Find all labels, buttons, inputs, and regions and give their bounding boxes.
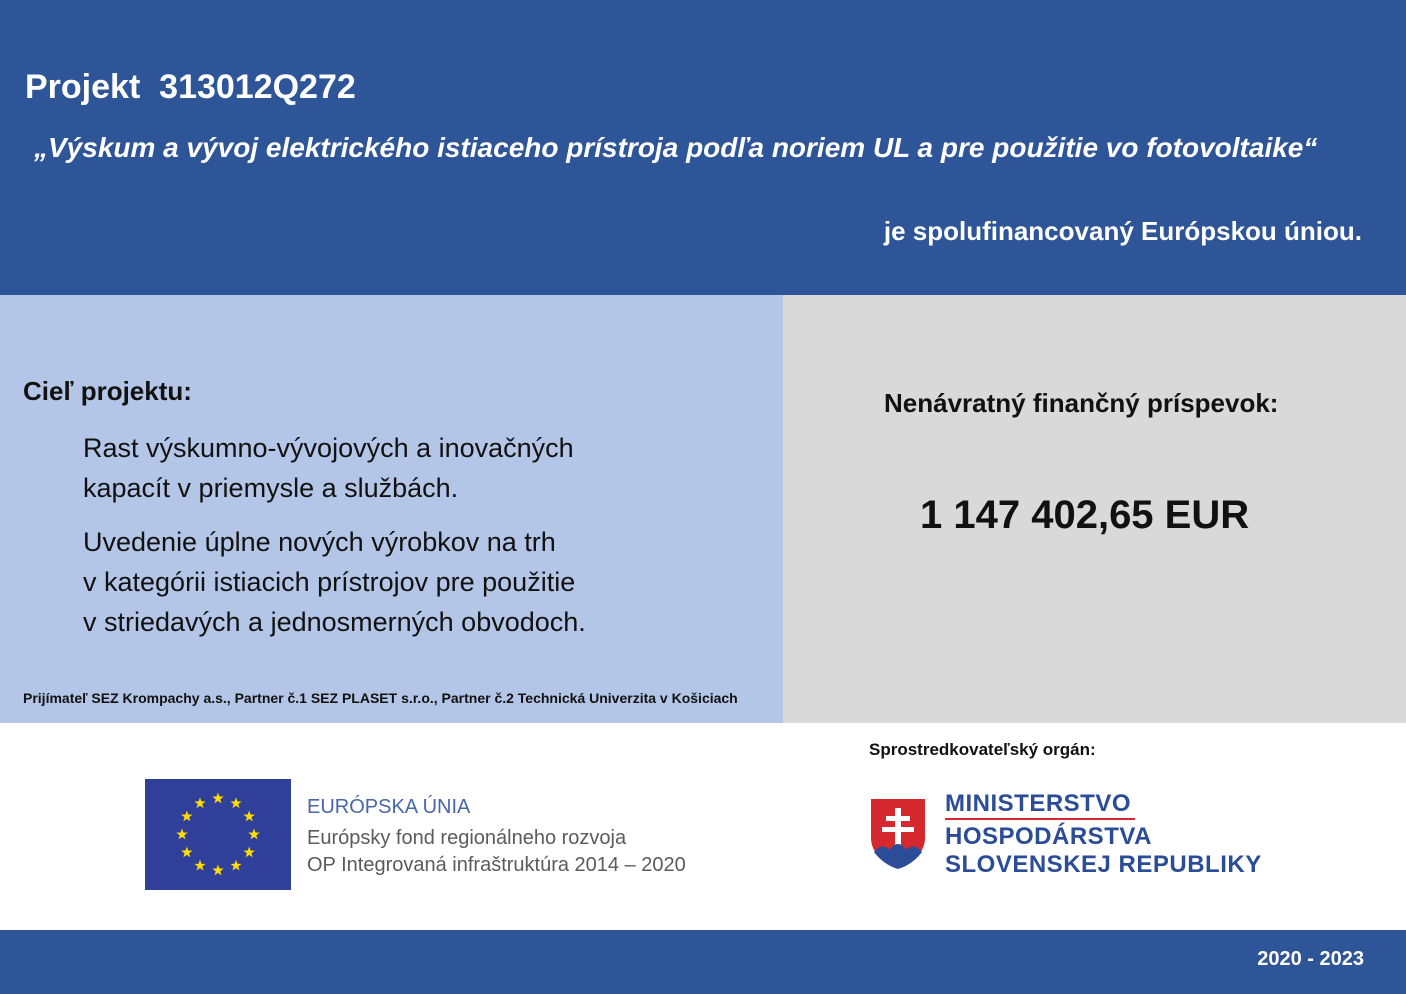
- project-period: 2020 - 2023: [1257, 948, 1364, 970]
- eu-star-icon: [230, 860, 241, 871]
- eu-star-icon: [248, 829, 259, 840]
- eu-programme-name: OP Integrovaná infraštruktúra 2014 – 2020: [307, 854, 686, 876]
- eu-star-icon: [243, 811, 254, 822]
- footer-bar: [0, 930, 1406, 994]
- goal-heading: Cieľ projektu:: [23, 376, 192, 406]
- cofinancing-statement: je spolufinancovaný Európskou úniou.: [883, 216, 1362, 246]
- grant-panel: [783, 295, 1406, 723]
- grant-label: Nenávratný finančný príspevok:: [884, 388, 1279, 418]
- eu-star-icon: [230, 797, 241, 808]
- goal-line: v striedavých a jednosmerných obvodoch.: [83, 607, 586, 637]
- eu-fund-name: Európsky fond regionálneho rozvoja: [307, 827, 627, 849]
- project-goal-panel: [0, 295, 783, 723]
- eu-star-icon: [194, 797, 205, 808]
- eu-star-icon: [181, 847, 192, 858]
- ministry-line: MINISTERSTVO: [945, 790, 1132, 817]
- goal-item: [83, 522, 586, 642]
- eu-star-icon: [212, 865, 223, 876]
- header-banner: [0, 0, 1406, 295]
- slovak-coat-of-arms-icon: [868, 796, 928, 870]
- grant-amount: 1 147 402,65 EUR: [920, 493, 1250, 537]
- ministry-divider: [945, 818, 1135, 820]
- recipients-line: Prijímateľ SEZ Krompachy a.s., Partner č.1 SEZ PLASET s.r.o., Partner č.2 Technická Univerzita v Košiciach: [23, 690, 738, 706]
- eu-flag-icon: [145, 779, 291, 890]
- goal-line: Rast výskumno-vývojových a inovačných: [83, 433, 574, 463]
- project-code: Projekt 313012Q272: [25, 68, 356, 106]
- intermediary-label: Sprostredkovateľský orgán:: [869, 740, 1096, 759]
- goal-line: Uvedenie úplne nových výrobkov na trh: [83, 527, 556, 557]
- eu-name: EURÓPSKA ÚNIA: [307, 796, 471, 818]
- eu-star-icon: [243, 847, 254, 858]
- eu-star-icon: [181, 811, 192, 822]
- eu-star-icon: [194, 860, 205, 871]
- eu-logo-text: [307, 794, 686, 879]
- goal-line: kapacít v priemysle a službách.: [83, 473, 459, 503]
- goal-line: v kategórii istiacich prístrojov pre použitie: [83, 567, 576, 597]
- ministry-line: SLOVENSKEJ REPUBLIKY: [945, 851, 1262, 878]
- project-title: „Výskum a vývoj elektrického istiaceho prístroja podľa noriem UL a pre použitie vo fotovoltaike“: [34, 132, 1318, 163]
- eu-flag-stars: [145, 779, 291, 890]
- goal-item: [83, 428, 574, 508]
- eu-star-icon: [176, 829, 187, 840]
- ministry-logo-text: [945, 790, 1262, 879]
- eu-star-icon: [212, 793, 223, 804]
- ministry-line: HOSPODÁRSTVA: [945, 823, 1152, 850]
